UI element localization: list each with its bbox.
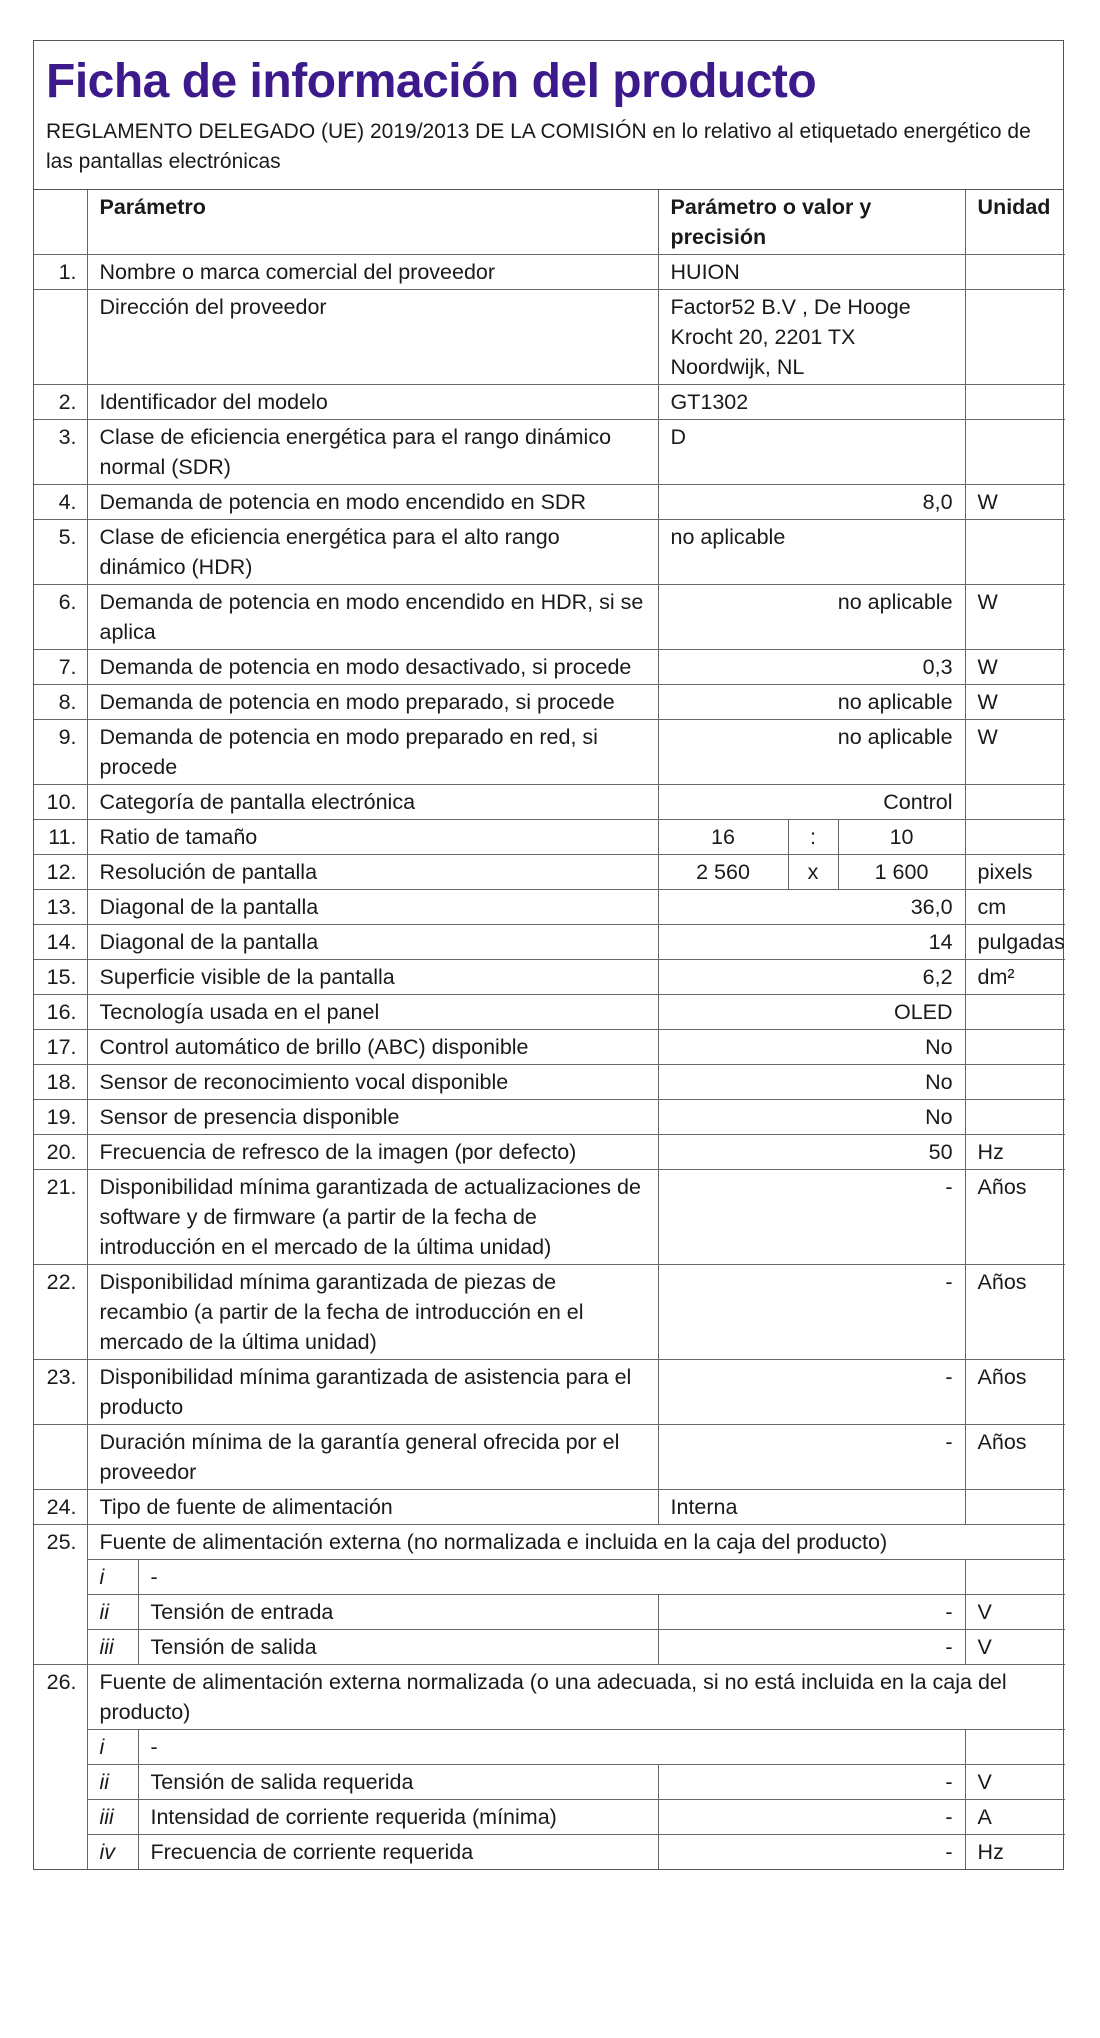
row-label: Frecuencia de refresco de la imagen (por defecto) — [87, 1135, 658, 1170]
row-unit: W — [965, 720, 1065, 785]
row-number: 17. — [34, 1030, 87, 1065]
row-value: HUION — [658, 255, 965, 290]
row-value: No — [658, 1100, 965, 1135]
header-num-cell — [34, 190, 87, 255]
header-value: Parámetro o valor y precisión — [658, 190, 965, 255]
row-label: Diagonal de la pantalla — [87, 925, 658, 960]
row-unit: W — [965, 485, 1065, 520]
row-label: Tipo de fuente de alimentación — [87, 1490, 658, 1525]
row-value: No — [658, 1065, 965, 1100]
row-unit: pulgadas — [965, 925, 1065, 960]
row-number: 6. — [34, 585, 87, 650]
row-number-empty — [34, 1630, 87, 1665]
table-row — [34, 1170, 1065, 1265]
regulation-subtitle: REGLAMENTO DELEGADO (UE) 2019/2013 DE LA COMISIÓN en lo relativo al etiquetado energético de las pantallas electrónicas — [46, 120, 1031, 173]
table-row — [34, 255, 1065, 290]
row-value: Factor52 B.V , De Hooge Krocht 20, 2201 TX Noordwijk, NL — [658, 290, 965, 385]
sub-unit — [965, 1730, 1065, 1765]
row-number: 24. — [34, 1490, 87, 1525]
row-label: Disponibilidad mínima garantizada de actualizaciones de software y de firmware (a partir de la fecha de introducción en el mercado de la última unidad) — [87, 1170, 658, 1265]
row-unit: Años — [965, 1170, 1065, 1265]
row-number-empty — [34, 1595, 87, 1630]
sub-index: ii — [87, 1595, 138, 1630]
row-value: 36,0 — [658, 890, 965, 925]
row-label: Disponibilidad mínima garantizada de piezas de recambio (a partir de la fecha de introducción en el mercado de la última unidad) — [87, 1265, 658, 1360]
row-number: 25. — [34, 1525, 87, 1560]
table-row — [34, 1525, 1065, 1560]
row-unit — [965, 995, 1065, 1030]
table-row — [34, 1360, 1065, 1425]
table-row — [34, 1065, 1065, 1100]
table-row — [34, 520, 1065, 585]
sub-row — [34, 1730, 1065, 1765]
sub-value: - — [658, 1630, 965, 1665]
sub-index: iii — [87, 1630, 138, 1665]
sub-value: - — [658, 1835, 965, 1870]
row-number — [34, 290, 87, 385]
row-unit — [965, 820, 1065, 855]
row-label: Demanda de potencia en modo preparado, si procede — [87, 685, 658, 720]
row-unit: W — [965, 585, 1065, 650]
row-label: Diagonal de la pantalla — [87, 890, 658, 925]
row-value: 8,0 — [658, 485, 965, 520]
row-label: Demanda de potencia en modo encendido en HDR, si se aplica — [87, 585, 658, 650]
table-row — [34, 1665, 1065, 1730]
table-row — [34, 385, 1065, 420]
row-label: Duración mínima de la garantía general ofrecida por el proveedor — [87, 1425, 658, 1490]
sub-value: - — [658, 1595, 965, 1630]
row-number: 10. — [34, 785, 87, 820]
row-value: 50 — [658, 1135, 965, 1170]
row-unit: W — [965, 650, 1065, 685]
sub-value: - — [658, 1800, 965, 1835]
row-value: 14 — [658, 925, 965, 960]
table-row — [34, 820, 1065, 855]
row-value: no aplicable — [658, 585, 965, 650]
row-label: Sensor de reconocimiento vocal disponible — [87, 1065, 658, 1100]
sub-label: - — [138, 1730, 965, 1765]
sub-unit: V — [965, 1595, 1065, 1630]
row-number — [34, 1425, 87, 1490]
sub-row — [34, 1595, 1065, 1630]
row-label: Demanda de potencia en modo desactivado, si procede — [87, 650, 658, 685]
row-label: Nombre o marca comercial del proveedor — [87, 255, 658, 290]
table-row — [34, 585, 1065, 650]
table-row — [34, 995, 1065, 1030]
row-number: 1. — [34, 255, 87, 290]
sub-index: ii — [87, 1765, 138, 1800]
row-label: Demanda de potencia en modo encendido en SDR — [87, 485, 658, 520]
row-unit — [965, 420, 1065, 485]
product-information-sheet — [33, 40, 1064, 1870]
row-number-empty — [34, 1835, 87, 1870]
table-row — [34, 1135, 1065, 1170]
row-unit: Años — [965, 1265, 1065, 1360]
table-row — [34, 890, 1065, 925]
row-number-empty — [34, 1800, 87, 1835]
row-unit: dm² — [965, 960, 1065, 995]
row-label: Sensor de presencia disponible — [87, 1100, 658, 1135]
page-title: Ficha de información del producto — [46, 55, 817, 108]
resolution-width: 2 560 — [658, 855, 788, 890]
sub-index: i — [87, 1730, 138, 1765]
sub-row — [34, 1765, 1065, 1800]
sub-label: Tensión de entrada — [138, 1595, 658, 1630]
sub-index: iv — [87, 1835, 138, 1870]
table-header-row — [34, 190, 1065, 255]
row-value: - — [658, 1170, 965, 1265]
table-row — [34, 685, 1065, 720]
sub-value: - — [658, 1765, 965, 1800]
sub-row — [34, 1835, 1065, 1870]
row-label: Dirección del proveedor — [87, 290, 658, 385]
row-label: Control automático de brillo (ABC) disponible — [87, 1030, 658, 1065]
sub-unit: A — [965, 1800, 1065, 1835]
row-number-empty — [34, 1560, 87, 1595]
row-label: Resolución de pantalla — [87, 855, 658, 890]
row-value: no aplicable — [658, 685, 965, 720]
row-number: 3. — [34, 420, 87, 485]
row-unit — [965, 1030, 1065, 1065]
table-row — [34, 720, 1065, 785]
table-row — [34, 785, 1065, 820]
row-unit — [965, 385, 1065, 420]
row-label: Demanda de potencia en modo preparado en red, si procede — [87, 720, 658, 785]
row-unit — [965, 290, 1065, 385]
row-label: Categoría de pantalla electrónica — [87, 785, 658, 820]
row-number: 16. — [34, 995, 87, 1030]
row-unit — [965, 1100, 1065, 1135]
table-row — [34, 420, 1065, 485]
row-unit — [965, 1490, 1065, 1525]
row-unit — [965, 785, 1065, 820]
sub-label: - — [138, 1560, 965, 1595]
row-number: 8. — [34, 685, 87, 720]
ratio-height: 10 — [838, 820, 965, 855]
row-number: 23. — [34, 1360, 87, 1425]
table-row — [34, 1100, 1065, 1135]
row-unit — [965, 1065, 1065, 1100]
row-number: 7. — [34, 650, 87, 685]
row-value: No — [658, 1030, 965, 1065]
row-number: 19. — [34, 1100, 87, 1135]
row-label: Superficie visible de la pantalla — [87, 960, 658, 995]
sub-unit: V — [965, 1765, 1065, 1800]
row-number-empty — [34, 1765, 87, 1800]
row-value: GT1302 — [658, 385, 965, 420]
row-number-empty — [34, 1730, 87, 1765]
row-label: Tecnología usada en el panel — [87, 995, 658, 1030]
table-row — [34, 1030, 1065, 1065]
row-number: 22. — [34, 1265, 87, 1360]
row-value: no aplicable — [658, 720, 965, 785]
row-value: - — [658, 1425, 965, 1490]
ratio-separator: : — [788, 820, 838, 855]
table-row — [34, 855, 1065, 890]
row-value: 0,3 — [658, 650, 965, 685]
row-number: 2. — [34, 385, 87, 420]
row-number: 9. — [34, 720, 87, 785]
resolution-separator: x — [788, 855, 838, 890]
row-unit: cm — [965, 890, 1065, 925]
table-row — [34, 925, 1065, 960]
header-parameter: Parámetro — [87, 190, 658, 255]
table-row — [34, 485, 1065, 520]
sheet-header — [34, 41, 1063, 190]
row-number: 13. — [34, 890, 87, 925]
row-label: Clase de eficiencia energética para el alto rango dinámico (HDR) — [87, 520, 658, 585]
row-unit: pixels — [965, 855, 1065, 890]
resolution-height: 1 600 — [838, 855, 965, 890]
header-unit: Unidad — [965, 190, 1065, 255]
row-number: 14. — [34, 925, 87, 960]
row-unit — [965, 520, 1065, 585]
row-unit: W — [965, 685, 1065, 720]
sub-unit — [965, 1560, 1065, 1595]
table-row — [34, 650, 1065, 685]
sub-row — [34, 1560, 1065, 1595]
row-label: Fuente de alimentación externa (no normalizada e incluida en la caja del producto) — [87, 1525, 1065, 1560]
row-number: 20. — [34, 1135, 87, 1170]
table-row — [34, 960, 1065, 995]
parameters-table — [34, 190, 1065, 1869]
table-row — [34, 1425, 1065, 1490]
row-number: 26. — [34, 1665, 87, 1730]
sub-row — [34, 1800, 1065, 1835]
row-number: 15. — [34, 960, 87, 995]
sub-index: iii — [87, 1800, 138, 1835]
sub-unit: V — [965, 1630, 1065, 1665]
ratio-width: 16 — [658, 820, 788, 855]
row-label: Ratio de tamaño — [87, 820, 658, 855]
row-value: 6,2 — [658, 960, 965, 995]
row-unit — [965, 255, 1065, 290]
table-row — [34, 1265, 1065, 1360]
sub-unit: Hz — [965, 1835, 1065, 1870]
row-number: 11. — [34, 820, 87, 855]
row-number: 4. — [34, 485, 87, 520]
row-value: - — [658, 1265, 965, 1360]
row-value: - — [658, 1360, 965, 1425]
sub-label: Frecuencia de corriente requerida — [138, 1835, 658, 1870]
table-row — [34, 290, 1065, 385]
row-value: no aplicable — [658, 520, 965, 585]
sub-label: Intensidad de corriente requerida (mínima) — [138, 1800, 658, 1835]
sub-row — [34, 1630, 1065, 1665]
row-number: 18. — [34, 1065, 87, 1100]
row-value: Interna — [658, 1490, 965, 1525]
row-unit: Años — [965, 1425, 1065, 1490]
table-row — [34, 1490, 1065, 1525]
row-value: D — [658, 420, 965, 485]
sub-label: Tensión de salida requerida — [138, 1765, 658, 1800]
row-number: 5. — [34, 520, 87, 585]
sub-index: i — [87, 1560, 138, 1595]
row-value: OLED — [658, 995, 965, 1030]
sub-label: Tensión de salida — [138, 1630, 658, 1665]
row-number: 12. — [34, 855, 87, 890]
row-number: 21. — [34, 1170, 87, 1265]
row-unit: Años — [965, 1360, 1065, 1425]
row-label: Identificador del modelo — [87, 385, 658, 420]
row-label: Disponibilidad mínima garantizada de asistencia para el producto — [87, 1360, 658, 1425]
row-label: Clase de eficiencia energética para el rango dinámico normal (SDR) — [87, 420, 658, 485]
row-unit: Hz — [965, 1135, 1065, 1170]
row-label: Fuente de alimentación externa normalizada (o una adecuada, si no está incluida en la caja del producto) — [87, 1665, 1065, 1730]
row-value: Control — [658, 785, 965, 820]
